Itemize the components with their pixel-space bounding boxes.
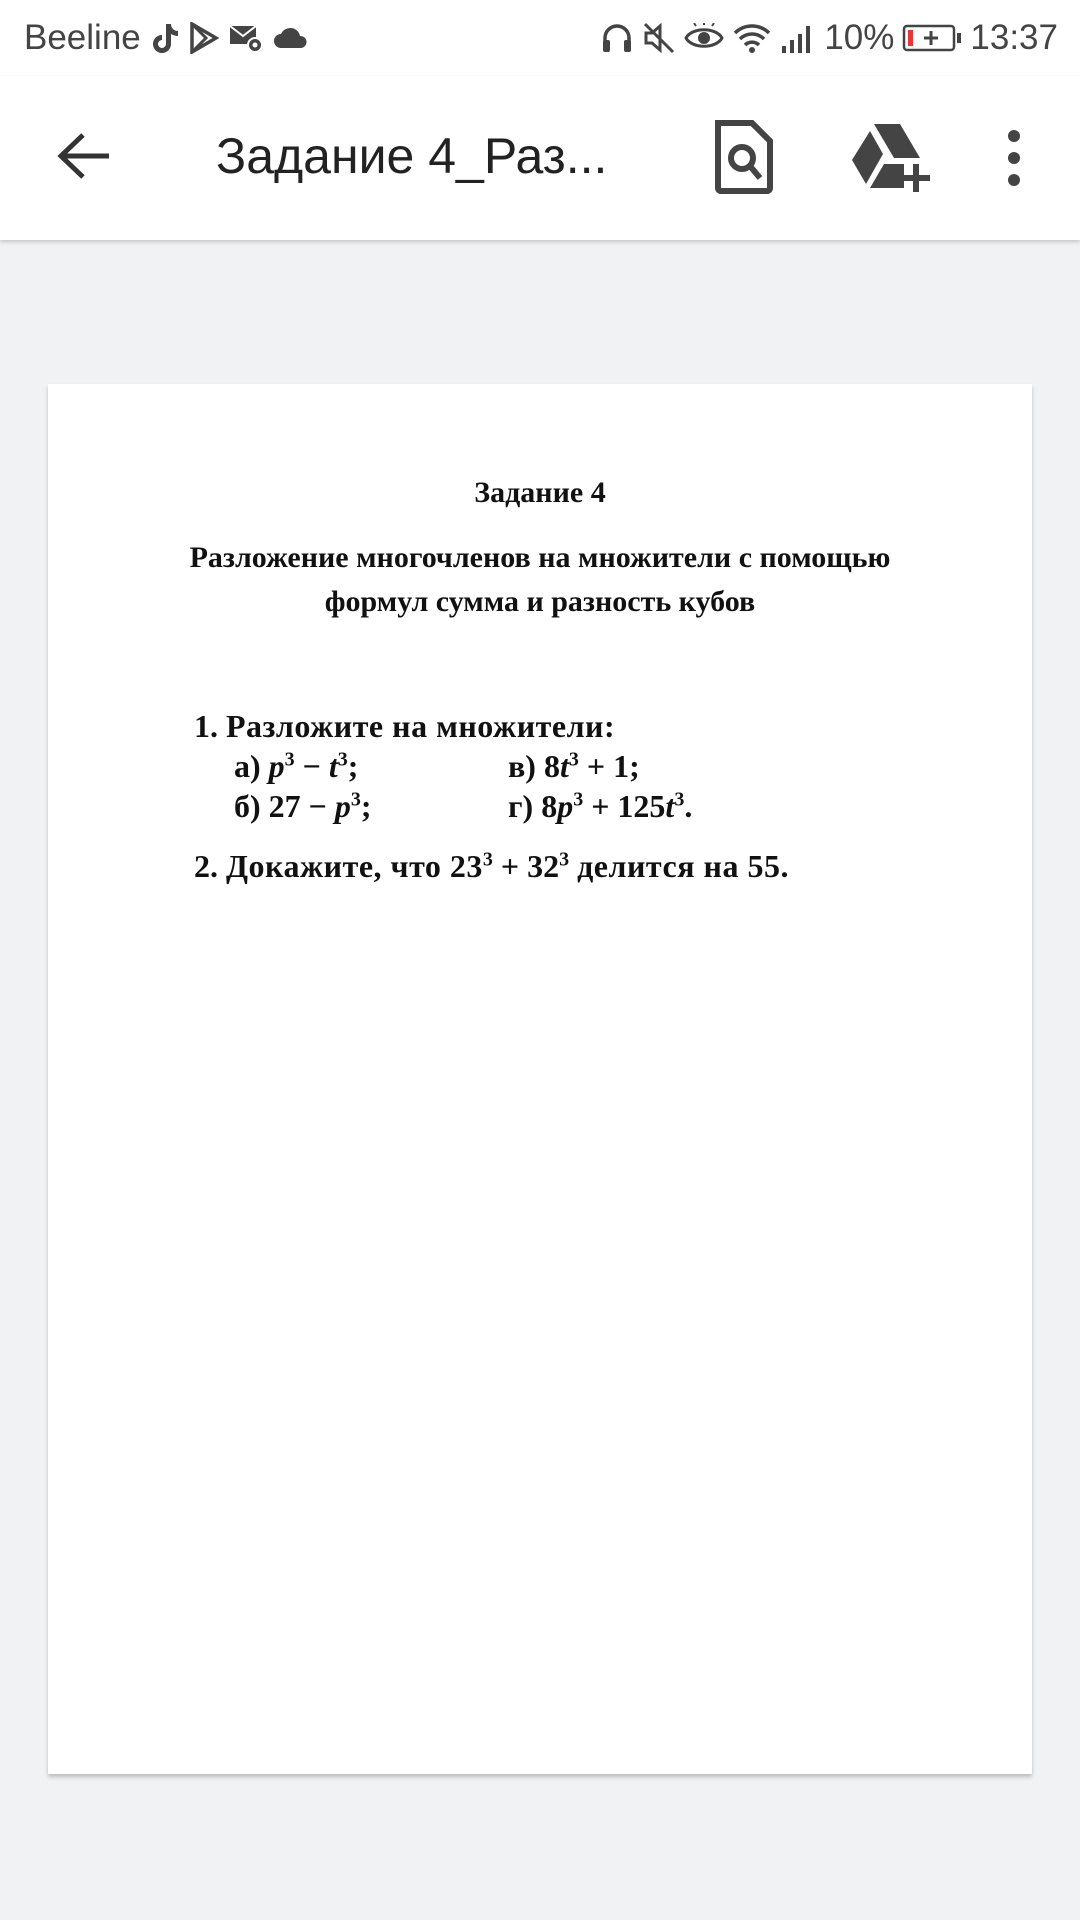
item-g-label: г) xyxy=(508,788,534,824)
exponent: 3 xyxy=(568,748,579,771)
coefficient: 8 xyxy=(541,788,558,824)
document-title: Задание 4_Раз... xyxy=(216,128,608,184)
app-bar xyxy=(0,76,1080,240)
tiktok-icon xyxy=(151,22,179,54)
headphones-icon xyxy=(600,21,634,55)
coefficient: 8 xyxy=(543,748,560,784)
document-page[interactable] xyxy=(48,384,1032,1774)
plus-coefficient: + 125 xyxy=(591,788,666,824)
mute-icon xyxy=(642,21,676,55)
more-vert-icon xyxy=(1000,128,1028,188)
problem-2-number: 2. xyxy=(194,848,218,884)
task-title: Задание 4 xyxy=(474,476,606,509)
var-t: t xyxy=(328,748,338,784)
problem-1-item-g xyxy=(508,788,692,825)
back-button[interactable] xyxy=(54,126,114,186)
var-p: p xyxy=(557,788,574,824)
file-search-icon xyxy=(712,120,776,194)
semicolon: ; xyxy=(347,748,359,784)
task-subtitle xyxy=(48,536,1032,624)
cloud-icon xyxy=(273,26,309,50)
var-p: p xyxy=(268,748,285,784)
battery-charging-icon xyxy=(902,23,962,53)
exponent: 3 xyxy=(482,848,493,871)
exponent: 3 xyxy=(559,848,570,871)
problem-2-text-part2: + 32 xyxy=(500,848,560,884)
problem-1-item-b xyxy=(234,788,372,825)
problem-2-text-part1: Докажите, что 23 xyxy=(226,848,483,884)
exponent: 3 xyxy=(350,788,361,811)
item-b-label: б) xyxy=(234,788,261,824)
find-in-document-button[interactable] xyxy=(712,120,776,194)
subtitle-line-1: Разложение многочленов на множители с помощью xyxy=(189,541,891,574)
exponent: 3 xyxy=(573,788,584,811)
status-left xyxy=(24,14,309,62)
add-to-drive-button[interactable] xyxy=(850,122,930,194)
problem-2-text-part3: делится на 55. xyxy=(577,848,789,884)
problem-1-item-a xyxy=(234,748,358,785)
item-v-label: в) xyxy=(508,748,536,784)
problem-2 xyxy=(194,848,789,885)
clock: 13:37 xyxy=(970,18,1058,57)
carrier-name: Beeline xyxy=(24,18,141,57)
minus-sign: − xyxy=(302,748,321,784)
period: . xyxy=(684,788,693,824)
exponent: 3 xyxy=(284,748,295,771)
coefficient: 27 xyxy=(268,788,301,824)
problem-1-item-v xyxy=(508,748,640,785)
var-p: p xyxy=(334,788,351,824)
problem-1-text: Разложите на множители: xyxy=(226,708,616,744)
mail-settings-icon xyxy=(229,23,263,53)
var-t: t xyxy=(559,748,569,784)
more-options-button[interactable] xyxy=(1000,128,1028,188)
plus-one: + 1; xyxy=(586,748,640,784)
drive-add-icon xyxy=(850,122,930,194)
arrow-back-icon xyxy=(57,131,111,181)
minus-sign: − xyxy=(308,788,327,824)
wifi-icon xyxy=(732,21,772,55)
semicolon: ; xyxy=(360,788,372,824)
var-t: t xyxy=(665,788,675,824)
subtitle-line-2: формул сумма и разность кубов xyxy=(324,585,756,618)
exponent: 3 xyxy=(674,788,685,811)
play-store-icon xyxy=(189,22,219,54)
signal-icon xyxy=(780,22,816,54)
eye-icon xyxy=(684,23,724,53)
problem-1-heading xyxy=(194,708,615,745)
battery-percent: 10% xyxy=(824,18,895,57)
problem-1-number: 1. xyxy=(194,708,218,744)
status-bar xyxy=(0,0,1080,76)
exponent: 3 xyxy=(337,748,348,771)
item-a-label: а) xyxy=(234,748,261,784)
status-right xyxy=(600,14,1058,62)
